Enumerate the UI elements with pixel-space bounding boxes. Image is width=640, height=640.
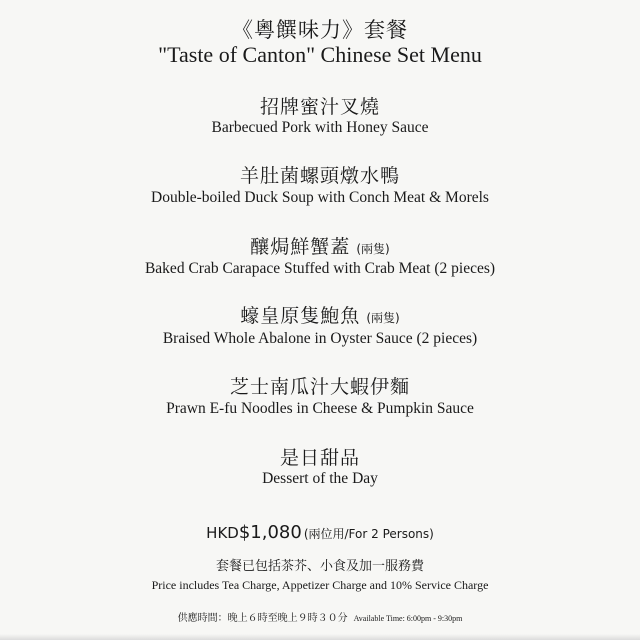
dish-name-chinese-text: 蠔皇原隻鮑魚: [240, 305, 361, 327]
dish-name-chinese: [0, 161, 640, 188]
dish-quantity-note: (兩隻): [366, 311, 400, 325]
dish-name-english: Double-boiled Duck Soup with Conch Meat & Morels: [151, 189, 489, 206]
price-amount: $1,080: [238, 522, 302, 543]
dish-name-chinese: [0, 443, 640, 470]
dish-name-chinese: [0, 92, 640, 119]
charges-note-english: Price includes Tea Charge, Appetizer Charge and 10% Service Charge: [151, 578, 489, 592]
charges-note-chinese: 套餐已包括茶芥、小食及加一服務費: [215, 559, 424, 574]
dish-name-chinese-text: 羊肚菌螺頭燉水鴨: [239, 165, 400, 187]
set-price: [0, 522, 640, 543]
dish-name-chinese-text: 招牌蜜汁叉燒: [259, 96, 380, 118]
dish-name-chinese: [0, 301, 640, 328]
menu-title-english: "Taste of Canton" Chinese Set Menu: [158, 42, 482, 67]
dish-name-chinese-text: 芝士南瓜汁大蝦伊麵: [229, 376, 410, 398]
dish-name-english: Prawn E-fu Noodles in Cheese & Pumpkin Sauce: [166, 400, 474, 417]
page-bottom-edge: [0, 634, 640, 640]
dish-name-chinese: [0, 372, 640, 399]
dish-name-chinese-text: 是日甜品: [279, 447, 360, 469]
dish-name-english: Barbecued Pork with Honey Sauce: [211, 119, 429, 136]
serving-hours: [0, 609, 640, 624]
dish-name-chinese: [0, 232, 640, 259]
dish-name-english: Dessert of the Day: [262, 470, 378, 487]
serving-hours-chinese: 供應時間：晚上６時至晚上９時３０分: [177, 613, 348, 624]
dish-name-english: Braised Whole Abalone in Oyster Sauce (2 pieces): [162, 330, 478, 347]
price-persons: (兩位用/For 2 Persons): [303, 527, 434, 541]
dish-name-english: Baked Crab Carapace Stuffed with Crab Meat (2 pieces): [144, 260, 496, 277]
dish-quantity-note: (兩隻): [356, 242, 390, 256]
menu-title-chinese: 《粵饌味力》套餐: [232, 18, 408, 42]
price-currency: HKD: [206, 524, 239, 542]
dish-name-chinese-text: 釀焗鮮蟹蓋: [250, 236, 351, 258]
serving-hours-english: Available Time: 6:00pm - 9:30pm: [353, 614, 463, 623]
